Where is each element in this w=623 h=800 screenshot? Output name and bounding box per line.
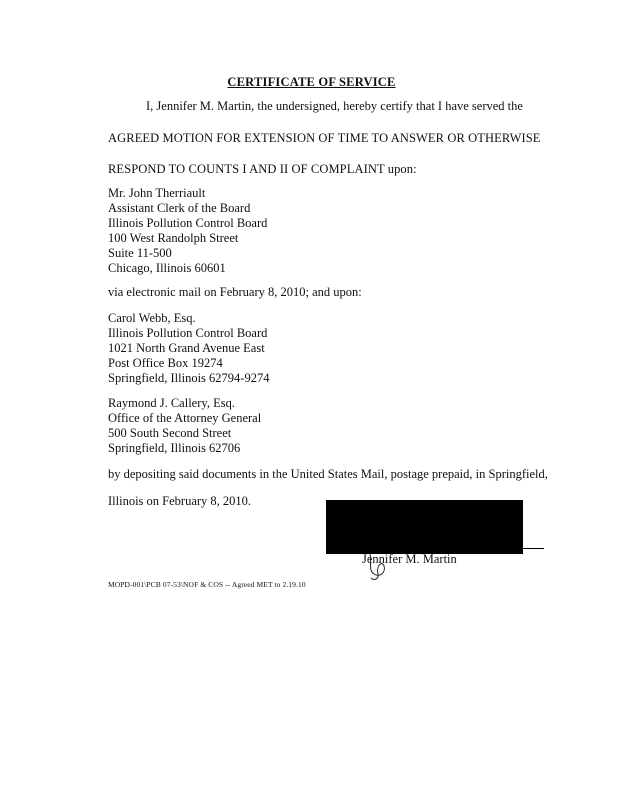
motion-title-line-1: AGREED MOTION FOR EXTENSION OF TIME TO ANSWER OR OTHERWISE [108,131,541,145]
address-line: Suite 11-500 [108,246,172,260]
address-line: 1021 North Grand Avenue East [108,341,265,355]
recipient-block-webb [108,311,269,386]
recipient-block-callery [108,396,261,456]
address-line: Springfield, Illinois 62706 [108,441,241,455]
document-footer-reference: MOPD-001\PCB 07-53\NOF & COS -- Agreed MET to 2.19.10 [108,580,306,589]
service-date-line: Illinois on February 8, 2010. [108,494,252,508]
address-line: Office of the Attorney General [108,411,262,425]
address-line: Mr. John Therriault [108,186,206,200]
address-line: Post Office Box 19274 [108,356,223,370]
address-line: Assistant Clerk of the Board [108,201,251,215]
signatory-name: Jennifer M. Martin [362,552,457,566]
address-line: 100 West Randolph Street [108,231,239,245]
page-title: CERTIFICATE OF SERVICE [227,75,396,89]
address-line: Illinois Pollution Control Board [108,326,268,340]
address-line: Illinois Pollution Control Board [108,216,268,230]
recipient-block-clerk [108,186,267,276]
address-line: 500 South Second Street [108,426,232,440]
address-line: Chicago, Illinois 60601 [108,261,226,275]
signature-stroke-icon [366,552,394,582]
service-method-email: via electronic mail on February 8, 2010; and upon: [108,285,362,299]
motion-title-line-2: RESPOND TO COUNTS I AND II OF COMPLAINT upon: [108,162,417,176]
address-line: Springfield, Illinois 62794-9274 [108,371,270,385]
address-line: Raymond J. Callery, Esq. [108,396,235,410]
intro-text: I, Jennifer M. Martin, the undersigned, hereby certify that I have served the [146,99,523,113]
address-line: Carol Webb, Esq. [108,311,196,325]
signature-line [326,548,544,549]
service-method-mail: by depositing said documents in the United States Mail, postage prepaid, in Springfield, [108,467,548,481]
redacted-signature-block [326,500,523,554]
